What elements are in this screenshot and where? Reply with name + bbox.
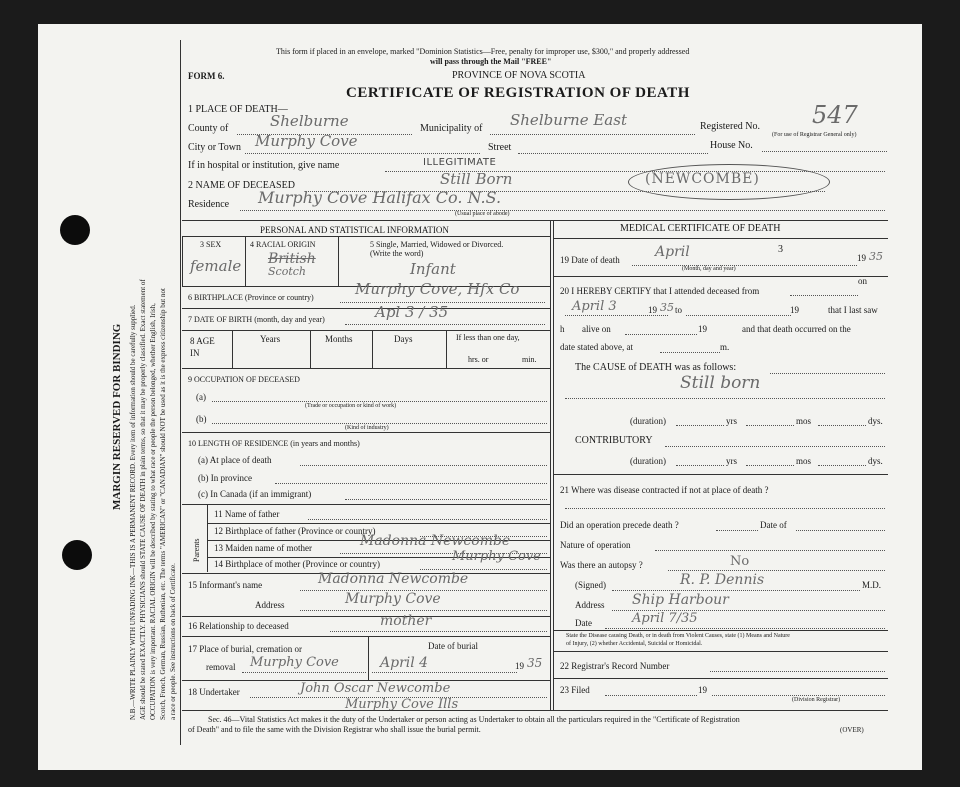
burial-year-value: 35	[527, 656, 543, 670]
residence-length-label: 10 LENGTH OF RESIDENCE (in years and months)	[188, 439, 360, 448]
cause-value: Still born	[680, 373, 761, 393]
residence-note: (Usual place of abode)	[455, 211, 510, 217]
age-hrs: hrs. or	[468, 355, 489, 364]
mother-birthplace-label: 14 Birthplace of mother (Province or country)	[214, 559, 380, 569]
informant-value: Madonna Newcombe	[318, 571, 469, 587]
occupation-industry-note: (Kind of industry)	[345, 425, 389, 431]
cause-label: The CAUSE of DEATH was as follows:	[575, 362, 737, 373]
header-notice-1: This form if placed in an envelope, marked "Dominion Statistics—Free, penalty for improper use, $300," and properly addressed	[276, 47, 690, 56]
header-notice-2: will pass through the Mail "FREE"	[430, 57, 552, 66]
filed-label: 23 Filed	[560, 685, 590, 695]
age-days: Days	[394, 334, 413, 344]
alive-on: alive on	[582, 324, 611, 334]
death-date-note: (Month, day and year)	[682, 266, 736, 272]
municipality-label: Municipality of	[420, 123, 483, 134]
certificate-title: CERTIFICATE OF REGISTRATION OF DEATH	[346, 85, 690, 101]
death-date-year-printed: 19	[857, 253, 866, 263]
margin-instructions-1: N.B.—WRITE PLAINLY WITH UNFADING INK—THIS IS A PERMANENT RECORD. Every item of information should be carefully supplied.	[129, 304, 137, 720]
cause-mos: mos	[796, 416, 812, 426]
age-label: 8 AGE IN	[190, 336, 215, 358]
death-date-month: April	[655, 244, 690, 260]
autopsy-value: No	[730, 554, 750, 569]
cause-yrs: yrs	[726, 416, 737, 426]
mother-value: Madonna Newcombe	[360, 533, 511, 549]
margin-instructions-4: Scotch, French, German, Russian, Ruthenian, etc. The terms "AMERICAN" or "CANADIAN" should NOT be used as it is the express citizenship but not	[159, 288, 167, 720]
death-date-label: 19 Date of death	[560, 255, 620, 265]
mother-label: 13 Maiden name of mother	[214, 543, 312, 553]
medical-heading: MEDICAL CERTIFICATE OF DEATH	[620, 223, 781, 234]
address-value: Ship Harbour	[632, 592, 729, 608]
hospital-label: If in hospital or institution, give name	[188, 160, 340, 171]
dob-label: 7 DATE OF BIRTH (month, day and year)	[188, 315, 325, 324]
place-of-death-label: 1 PLACE OF DEATH—	[188, 104, 288, 115]
occupation-label: 9 OCCUPATION OF DECEASED	[188, 375, 300, 384]
residence-b: (b) In province	[198, 473, 252, 483]
name-of-deceased-label: 2 NAME OF DECEASED	[188, 180, 295, 191]
contributory-duration: (duration)	[630, 456, 666, 466]
contributory-mos: mos	[796, 456, 812, 466]
birthplace-label: 6 BIRTHPLACE (Province or country)	[188, 293, 314, 302]
father-birthplace-label: 12 Birthplace of father (Province or country)	[214, 526, 376, 536]
informant-label: 15 Informant's name	[188, 580, 263, 590]
undertaker-label: 18 Undertaker	[188, 687, 240, 697]
disease-contracted-label: 21 Where was disease contracted if not at place of death ?	[560, 485, 769, 495]
certify-from-value: April 3	[572, 299, 617, 314]
house-no-label: House No.	[710, 140, 753, 151]
death-date-day: 3	[778, 244, 783, 255]
footer-line-1: Sec. 46—Vital Statistics Act makes it the duty of the Undertaker or person acting as Undertaker to obtain all the particulars required in the "Certificate of Registration	[208, 715, 740, 724]
margin-instructions-3: OCCUPATION is very important. RACIAL ORIGIN will be described by stating to what race or people the person belonged, whether English, Irish,	[149, 303, 157, 720]
date-value: April 7/35	[632, 611, 698, 626]
binding-hole-top	[60, 215, 90, 245]
division-registrar-note: (Division Registrar)	[792, 697, 841, 703]
margin-rule	[180, 40, 181, 745]
hospital-value: ILLEGITIMATE	[423, 157, 497, 168]
relationship-value: mother	[380, 613, 432, 629]
operation-date-label: Date of	[760, 520, 787, 530]
residence-c: (c) In Canada (if an immigrant)	[198, 489, 312, 499]
registrar-note: (For use of Registrar General only)	[772, 132, 857, 138]
burial-label-2: removal	[206, 662, 236, 672]
marital-label: 5 Single, Married, Widowed or Divorced.	[370, 240, 504, 249]
age-less-day: If less than one day,	[456, 333, 520, 342]
county-label: County of	[188, 123, 229, 134]
deceased-name-value: Still Born	[440, 170, 513, 188]
sex-value: female	[190, 257, 242, 275]
occupation-trade-note: (Trade or occupation or kind of work)	[305, 403, 397, 409]
burial-date-label: Date of burial	[428, 641, 478, 651]
dob-value: Apl 3 / 35	[375, 303, 449, 321]
province-title: PROVINCE OF NOVA SCOTIA	[452, 70, 586, 81]
autopsy-label: Was there an autopsy ?	[560, 560, 643, 570]
personal-heading: PERSONAL AND STATISTICAL INFORMATION	[260, 225, 449, 235]
burial-place-value: Murphy Cove	[250, 655, 339, 670]
operation-label: Did an operation precede death ?	[560, 520, 679, 530]
cause-dys: dys.	[868, 416, 883, 426]
contributory-dys: dys.	[868, 456, 883, 466]
date-stated-above: date stated above, at	[560, 342, 633, 352]
signed-value: R. P. Dennis	[680, 572, 765, 588]
age-years: Years	[260, 334, 281, 344]
birthplace-value: Murphy Cove, Hfx Co	[355, 280, 520, 298]
margin-instructions-2: AGE should be stated EXACTLY. PHYSICIANS should STATE CAUSE OF DEATH in plain terms, so that it may be properly classified. Exact statement of	[139, 279, 147, 720]
certify-last-saw: that I last saw	[828, 305, 878, 315]
cause-duration: (duration)	[630, 416, 666, 426]
margin-binding-label: MARGIN RESERVED FOR BINDING	[111, 323, 123, 510]
street-label: Street	[488, 142, 512, 153]
alive-death-occurred: and that death occurred on the	[742, 324, 851, 334]
violent-note-1: State the Disease causing Death, or in death from Violent Causes, state (1) Means and Nature	[566, 633, 790, 639]
burial-date-value: April 4	[380, 655, 429, 671]
informant-address-label: Address	[255, 600, 285, 610]
mother-birthplace-value: Murphy Cove	[452, 549, 541, 564]
undertaker-value-2: Murphy Cove Ills	[345, 697, 459, 712]
filed-19: 19	[698, 685, 707, 695]
column-divider	[550, 220, 551, 710]
municipality-value: Shelburne East	[510, 111, 627, 129]
race-value: British	[268, 251, 316, 267]
marital-value: Infant	[410, 260, 456, 278]
race-label: 4 RACIAL ORIGIN	[250, 240, 316, 249]
age-months: Months	[325, 334, 353, 344]
certify-line-1: 20 I HEREBY CERTIFY that I attended deceased from	[560, 286, 760, 296]
race-crossed-value: Scotch	[268, 265, 306, 278]
certify-19a: 19	[648, 305, 657, 315]
residence-label: Residence	[188, 199, 230, 210]
form-number: FORM 6.	[188, 71, 225, 81]
date-stated-m: m.	[720, 342, 730, 352]
registered-no-label: Registered No.	[700, 121, 760, 132]
relationship-label: 16 Relationship to deceased	[188, 621, 289, 631]
date-label: Date	[575, 618, 592, 628]
residence-value: Murphy Cove Halifax Co. N.S.	[258, 188, 502, 207]
burial-year-printed: 19	[515, 661, 524, 671]
deceased-name-note: (NEWCOMBE)	[645, 171, 760, 187]
registrar-record-label: 22 Registrar's Record Number	[560, 661, 670, 671]
residence-a: (a) At place of death	[198, 455, 272, 465]
signed-label: (Signed)	[575, 580, 606, 590]
parents-label: Parents	[192, 538, 201, 562]
certify-to: to	[675, 305, 683, 315]
address-label: Address	[575, 600, 605, 610]
city-label: City or Town	[188, 142, 242, 153]
county-value: Shelburne	[270, 112, 349, 130]
footer-over: (OVER)	[840, 726, 864, 734]
age-min: min.	[522, 355, 537, 364]
registered-no-value: 547	[812, 101, 858, 129]
occupation-a: (a)	[196, 392, 206, 402]
nature-operation-label: Nature of operation	[560, 540, 631, 550]
father-label: 11 Name of father	[214, 509, 280, 519]
contributory-yrs: yrs	[726, 456, 737, 466]
informant-address-value: Murphy Cove	[345, 591, 441, 607]
violent-note-2: of Injury, (2) whether Accidental, Suicidal or Homicidal.	[566, 641, 703, 647]
burial-label-1: 17 Place of burial, cremation or	[188, 644, 302, 654]
alive-h: h	[560, 324, 565, 334]
sex-label: 3 SEX	[200, 240, 222, 249]
alive-19: 19	[698, 324, 707, 334]
certify-on: on	[858, 276, 867, 286]
marital-note: (Write the word)	[370, 249, 424, 258]
footer-line-2: of Death" and to file the same with the Division Registrar who shall issue the burial permit.	[188, 725, 481, 734]
city-value: Murphy Cove	[255, 132, 358, 150]
certify-year-value: 35	[660, 301, 674, 314]
md-label: M.D.	[862, 580, 882, 590]
certify-19b: 19	[790, 305, 799, 315]
death-date-year-value: 35	[869, 250, 883, 263]
undertaker-value: John Oscar Newcombe	[300, 681, 451, 696]
contributory-label: CONTRIBUTORY	[575, 435, 653, 446]
binding-hole-bottom	[62, 540, 92, 570]
occupation-b: (b)	[196, 414, 207, 424]
margin-instructions-5: a race or people. See instructions on back of Certificate.	[169, 563, 177, 720]
